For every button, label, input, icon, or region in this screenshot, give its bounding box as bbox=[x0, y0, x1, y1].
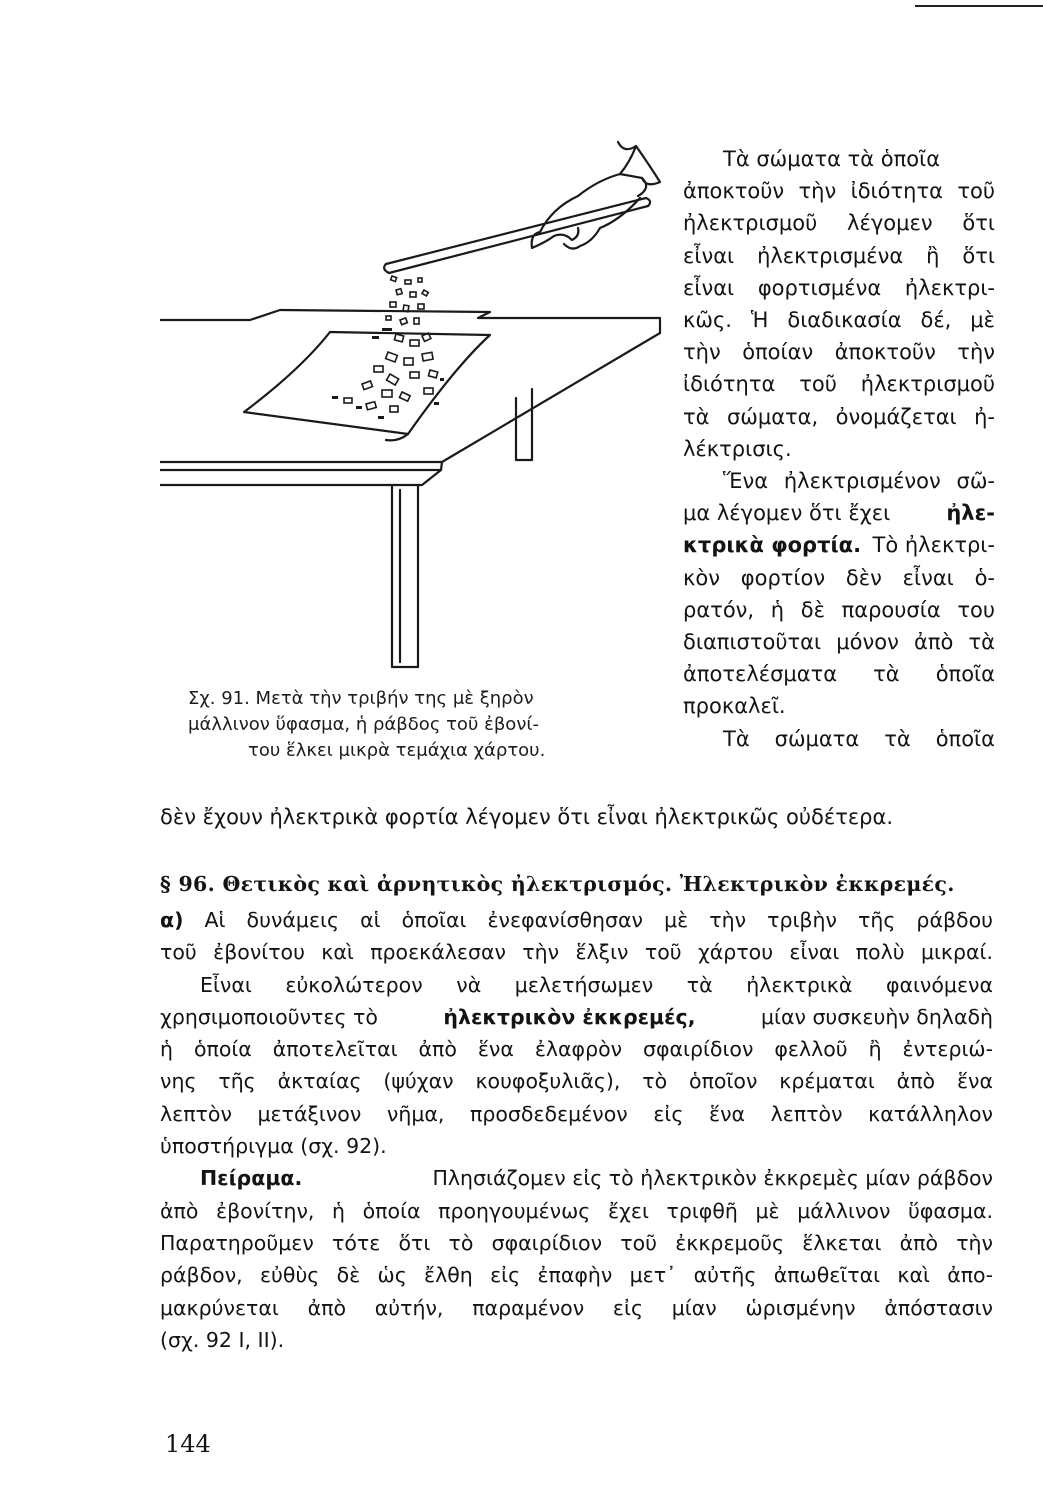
text-line: Τὰ σώματα τὰ ὁποῖα bbox=[723, 147, 941, 171]
text-segment: Τὸ ἠλεκτρι- bbox=[872, 533, 995, 558]
caption-line: μάλλινον ὕφασμα, ἡ ράβδος τοῦ ἐβονί- bbox=[188, 714, 539, 735]
text-segment: μίαν συσκευὴν δηλαδὴ bbox=[760, 1004, 993, 1029]
text-line: λεπτὸν μετάξινον νῆμα, προσδεδεμένον εἰς ἕνα λεπτὸν κατάλληλον bbox=[160, 1101, 993, 1126]
text-line: διαπιστοῦται μόνον ἀπὸ τὰ bbox=[683, 630, 995, 655]
text-line: κὸν φορτίον δὲν εἶναι ὁ- bbox=[683, 565, 995, 590]
text-line bbox=[160, 1001, 993, 1033]
text-line: Παρατηροῦμεν τότε ὅτι τὸ σφαιρίδιον τοῦ ἐκκρεμοῦς ἕλκεται ἀπὸ τὴν bbox=[160, 1230, 993, 1255]
text-line: εἶναι φορτισμένα ἠλεκτρι- bbox=[683, 275, 995, 300]
text-line: ὑποστήριγμα (σχ. 92). bbox=[160, 1134, 387, 1159]
text-line: κῶς. Ἡ διαδικασία δέ, μὲ bbox=[683, 308, 995, 333]
text-line: Εἶναι εὐκολώτερον νὰ μελετήσωμεν τὰ ἠλεκτρικὰ φαινόμενα bbox=[200, 972, 993, 997]
text-line: δὲν ἔχουν ἠλεκτρικὰ φορτία λέγομεν ὅτι εἶναι ἠλεκτρικῶς οὐδέτερα. bbox=[160, 805, 894, 829]
section-body bbox=[160, 904, 993, 1356]
table-top bbox=[160, 310, 660, 333]
text-segment: Πλησιάζομεν εἰς τὸ ἠλεκτρικὸν ἐκκρεμὲς μίαν ράβδον bbox=[432, 1166, 993, 1191]
ebonite-rod bbox=[386, 198, 648, 273]
text-line: Ἕνα ἠλεκτρισμένον σῶ- bbox=[723, 469, 995, 494]
caption-line: του ἕλκει μικρὰ τεμάχια χάρτου. bbox=[248, 740, 546, 761]
text-line: τὴν ὁποίαν ἀποκτοῦν τὴν bbox=[683, 340, 995, 365]
text-line: ἠλεκτρισμοῦ λέγομεν ὅτι bbox=[683, 211, 995, 236]
text-line: λέκτρισις. bbox=[683, 436, 792, 461]
text-line bbox=[160, 904, 993, 936]
text-line: Τὰ σώματα τὰ ὁποῖα bbox=[723, 726, 995, 751]
bold-term: ἠλεκτρικὸν ἐκκρεμές, bbox=[443, 1004, 696, 1029]
text-line bbox=[683, 497, 995, 529]
text-line: ἀποκτοῦν τὴν ἰδιότητα τοῦ bbox=[683, 179, 995, 204]
text-line: ἀποτελέσματα τὰ ὁποῖα bbox=[683, 662, 995, 687]
caption-line: Σχ. 91. Μετὰ τὴν τριβήν της μὲ ξηρὸν bbox=[188, 688, 534, 709]
label-a: α) bbox=[160, 908, 184, 932]
text-line: ἡ ὁποία ἀποτελεῖται ἀπὸ ἕνα ἐλαφρὸν σφαιρίδιον φελλοῦ ἢ ἐντεριώ- bbox=[160, 1037, 993, 1062]
page-number: 144 bbox=[165, 1430, 211, 1458]
bold-term: κτρικὰ φορτία. bbox=[683, 533, 862, 558]
figure-91-illustration bbox=[160, 140, 680, 680]
figure-caption bbox=[160, 686, 665, 764]
text-line: ἰδιότητα τοῦ ἠλεκτρισμοῦ bbox=[683, 372, 995, 397]
text-line: τὰ σώματα, ὀνομάζεται ἠ- bbox=[683, 404, 995, 429]
experiment-label: Πείραμα. bbox=[200, 1166, 303, 1191]
text-line bbox=[160, 1162, 993, 1194]
text-line: τοῦ ἐβονίτου καὶ προεκάλεσαν τὴν ἕλξιν τοῦ χάρτου εἶναι πολὺ μικραί. bbox=[160, 940, 993, 965]
right-column-text bbox=[683, 143, 995, 755]
text-line: ἀπὸ ἐβονίτην, ἡ ὁποία προηγουμένως ἔχει τριφθῆ μὲ μάλλινον ὕφασμα. bbox=[160, 1198, 993, 1223]
text-line: ρατόν, ἡ δὲ παρουσία του bbox=[683, 597, 995, 622]
text-segment: χρησιμοποιοῦντες τὸ bbox=[160, 1004, 378, 1029]
text-line: εἶναι ἠλεκτρισμένα ἢ ὅτι bbox=[683, 243, 995, 268]
text-line: νης τῆς ἀκταίας (ψύχαν κουφοξυλιᾶς), τὸ ὁποῖον κρέμαται ἀπὸ ἕνα bbox=[160, 1069, 993, 1094]
text-line: ράβδον, εὐθὺς δὲ ὡς ἔλθη εἰς ἐπαφὴν μετ᾽ αὐτῆς ἀπωθεῖται καὶ ἀπο- bbox=[160, 1263, 993, 1288]
paper-bits bbox=[344, 276, 438, 412]
text-line: προκαλεῖ. bbox=[683, 694, 786, 719]
table-leg-front bbox=[392, 485, 418, 667]
text-segment: μα λέγομεν ὅτι ἔχει bbox=[683, 501, 891, 526]
text-line: μακρύνεται ἀπὸ αὐτήν, παραμένον εἰς μίαν ὡρισμένην ἀπόστασιν bbox=[160, 1295, 993, 1320]
text-line bbox=[683, 529, 995, 561]
table-leg-back bbox=[516, 389, 532, 460]
section-heading: § 96. Θετικὸς καὶ ἀρνητικὸς ἠλεκτρισμός. Ἠλεκτρικὸν ἐκκρεμές. bbox=[160, 872, 955, 896]
bold-term: ἠλε- bbox=[946, 501, 995, 526]
text-segment: Αἱ δυνάμεις αἱ ὁποῖαι ἐνεφανίσθησαν μὲ τὴν τριβὴν τῆς ράβδου bbox=[204, 908, 993, 932]
top-rule bbox=[915, 5, 1043, 7]
text-line: (σχ. 92 I, II). bbox=[160, 1327, 285, 1352]
